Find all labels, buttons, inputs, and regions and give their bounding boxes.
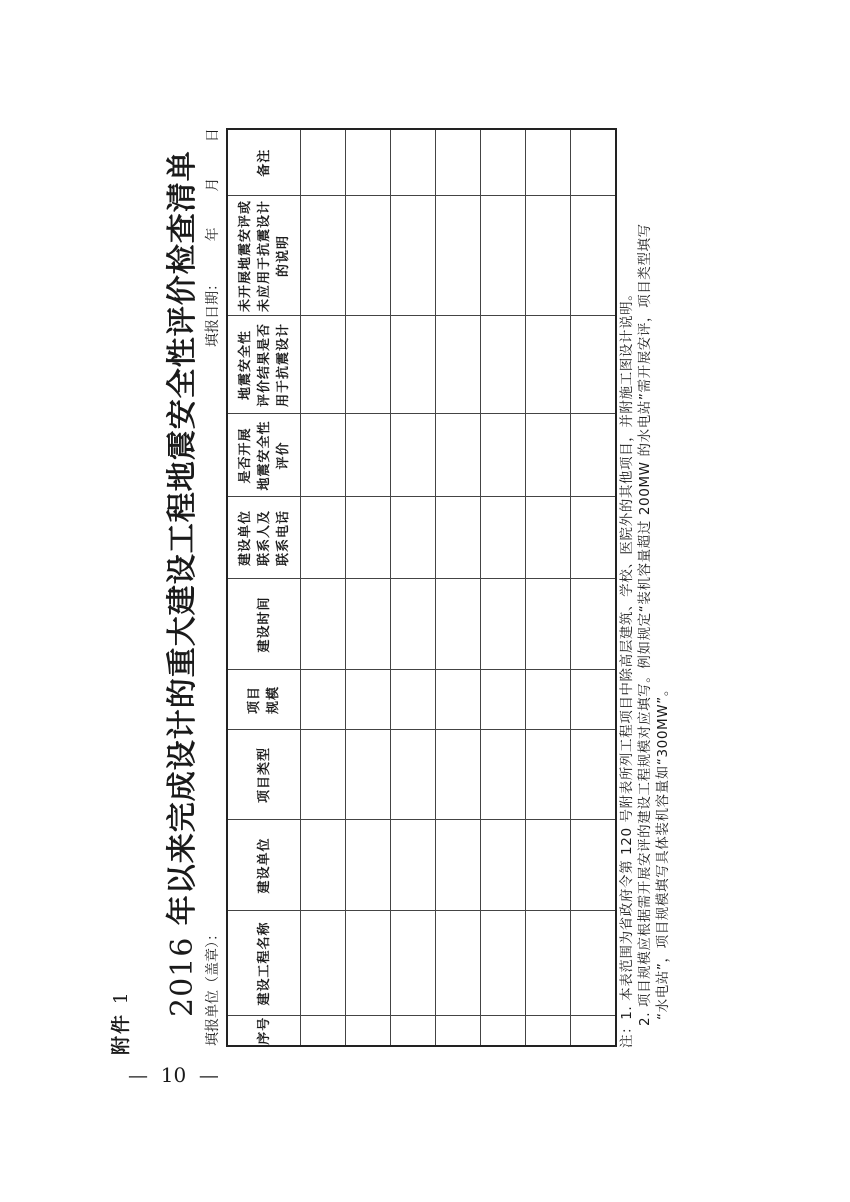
table-row (481, 129, 526, 1046)
table-body (301, 129, 617, 1046)
page-number: — 10 — (128, 1063, 219, 1087)
column-header: 项目类型 (227, 730, 301, 820)
attachment-text: 附件 (110, 1012, 132, 1055)
table-cell[interactable] (526, 670, 571, 730)
table-cell[interactable] (391, 911, 436, 1016)
table-cell[interactable] (481, 820, 526, 911)
table-cell[interactable] (391, 497, 436, 579)
table-cell[interactable] (481, 730, 526, 820)
table-cell[interactable] (481, 316, 526, 414)
table-cell[interactable] (481, 670, 526, 730)
table-cell[interactable] (526, 497, 571, 579)
table-cell[interactable] (391, 129, 436, 196)
column-header: 序号 (227, 1016, 301, 1046)
title-text: 年以来完成设计的重大建设工程地震安全性评价检查清单 (165, 150, 200, 937)
table-cell[interactable] (481, 911, 526, 1016)
table-cell[interactable] (571, 820, 617, 911)
table-cell[interactable] (571, 911, 617, 1016)
table-cell[interactable] (301, 129, 346, 196)
table-cell[interactable] (301, 820, 346, 911)
table-cell[interactable] (571, 196, 617, 316)
column-header: 项目 规模 (227, 670, 301, 730)
table-cell[interactable] (301, 1016, 346, 1046)
table-cell[interactable] (571, 129, 617, 196)
table-cell[interactable] (346, 196, 391, 316)
column-header: 地震安全性 评价结果是否 用于抗震设计 (227, 316, 301, 414)
table-cell[interactable] (436, 1016, 481, 1046)
checklist-table (226, 128, 617, 1047)
table-cell[interactable] (571, 497, 617, 579)
table-cell[interactable] (436, 730, 481, 820)
table-cell[interactable] (526, 196, 571, 316)
table-cell[interactable] (346, 129, 391, 196)
table-cell[interactable] (481, 129, 526, 196)
attachment-label (106, 990, 133, 1055)
table-cell[interactable] (346, 820, 391, 911)
table-row (391, 129, 436, 1046)
table-cell[interactable] (436, 129, 481, 196)
table-cell[interactable] (571, 414, 617, 497)
table-row (526, 129, 571, 1046)
column-header: 是否开展 地震安全性 评价 (227, 414, 301, 497)
note-line-1: 注：1. 本表范围为省政府令第 120 号附表所列工程项目中除高层建筑、学校、医院外的其他项目，并附施工图设计说明。 (619, 286, 635, 1048)
table-cell[interactable] (571, 670, 617, 730)
table-cell[interactable] (436, 670, 481, 730)
table-cell[interactable] (301, 316, 346, 414)
table-cell[interactable] (391, 196, 436, 316)
table-cell[interactable] (571, 1016, 617, 1046)
document-title (157, 150, 201, 1017)
table-cell[interactable] (391, 579, 436, 670)
column-header: 建设单位 (227, 820, 301, 911)
table-cell[interactable] (391, 670, 436, 730)
column-header: 未开展地震安评或 未应用于抗震设计 的说明 (227, 196, 301, 316)
table-cell[interactable] (571, 316, 617, 414)
column-header: 建设单位 联系人及 联系电话 (227, 497, 301, 579)
table-cell[interactable] (436, 497, 481, 579)
table-cell[interactable] (346, 414, 391, 497)
table-cell[interactable] (391, 730, 436, 820)
table-cell[interactable] (436, 820, 481, 911)
table-cell[interactable] (346, 316, 391, 414)
table-cell[interactable] (526, 911, 571, 1016)
table-cell[interactable] (346, 1016, 391, 1046)
table-cell[interactable] (526, 820, 571, 911)
table-cell[interactable] (526, 414, 571, 497)
table-cell[interactable] (436, 196, 481, 316)
note-line-3: “水电站”，项目规模填写具体装机容量如“300MW”。 (655, 682, 671, 1020)
fill-unit-label: 填报单位（盖章）： (205, 927, 221, 1046)
table-cell[interactable] (346, 670, 391, 730)
table-cell[interactable] (391, 316, 436, 414)
table-cell[interactable] (481, 1016, 526, 1046)
table-cell[interactable] (301, 497, 346, 579)
attachment-number: 1 (110, 990, 132, 1005)
table-cell[interactable] (301, 196, 346, 316)
table-row (346, 129, 391, 1046)
note-line-2: 2. 项目规模应根据需开展安评的建设工程规模对应填写。例如规定“装机容量超过 200MW 的水电站”需开展安评，项目类型填写 (637, 223, 653, 1026)
table-cell[interactable] (481, 579, 526, 670)
table-cell[interactable] (391, 820, 436, 911)
table-cell[interactable] (436, 911, 481, 1016)
table-cell[interactable] (391, 1016, 436, 1046)
table-cell[interactable] (301, 414, 346, 497)
table-cell[interactable] (391, 414, 436, 497)
table-cell[interactable] (481, 497, 526, 579)
table-cell[interactable] (526, 579, 571, 670)
table-cell[interactable] (571, 730, 617, 820)
table-cell[interactable] (301, 730, 346, 820)
column-header: 建设工程名称 (227, 911, 301, 1016)
table-row (571, 129, 617, 1046)
table-cell[interactable] (436, 414, 481, 497)
column-header: 建设时间 (227, 579, 301, 670)
header-row (227, 129, 301, 1046)
table-cell[interactable] (346, 730, 391, 820)
column-header: 备注 (227, 129, 301, 196)
table-cell[interactable] (481, 196, 526, 316)
fill-date-label: 填报日期： 年 月 日 (205, 128, 221, 347)
table-cell[interactable] (481, 414, 526, 497)
table-cell[interactable] (346, 579, 391, 670)
table-cell[interactable] (301, 670, 346, 730)
table-cell[interactable] (436, 316, 481, 414)
table-cell[interactable] (526, 1016, 571, 1046)
table-row (436, 129, 481, 1046)
title-year: 2016 (165, 936, 200, 1017)
table-cell[interactable] (526, 129, 571, 196)
table-cell[interactable] (526, 730, 571, 820)
table-cell[interactable] (346, 497, 391, 579)
table-cell[interactable] (571, 579, 617, 670)
table-cell[interactable] (436, 579, 481, 670)
table-row (301, 129, 346, 1046)
table-cell[interactable] (346, 911, 391, 1016)
table-cell[interactable] (526, 316, 571, 414)
notes (618, 118, 672, 1048)
table-cell[interactable] (301, 579, 346, 670)
table-cell[interactable] (301, 911, 346, 1016)
